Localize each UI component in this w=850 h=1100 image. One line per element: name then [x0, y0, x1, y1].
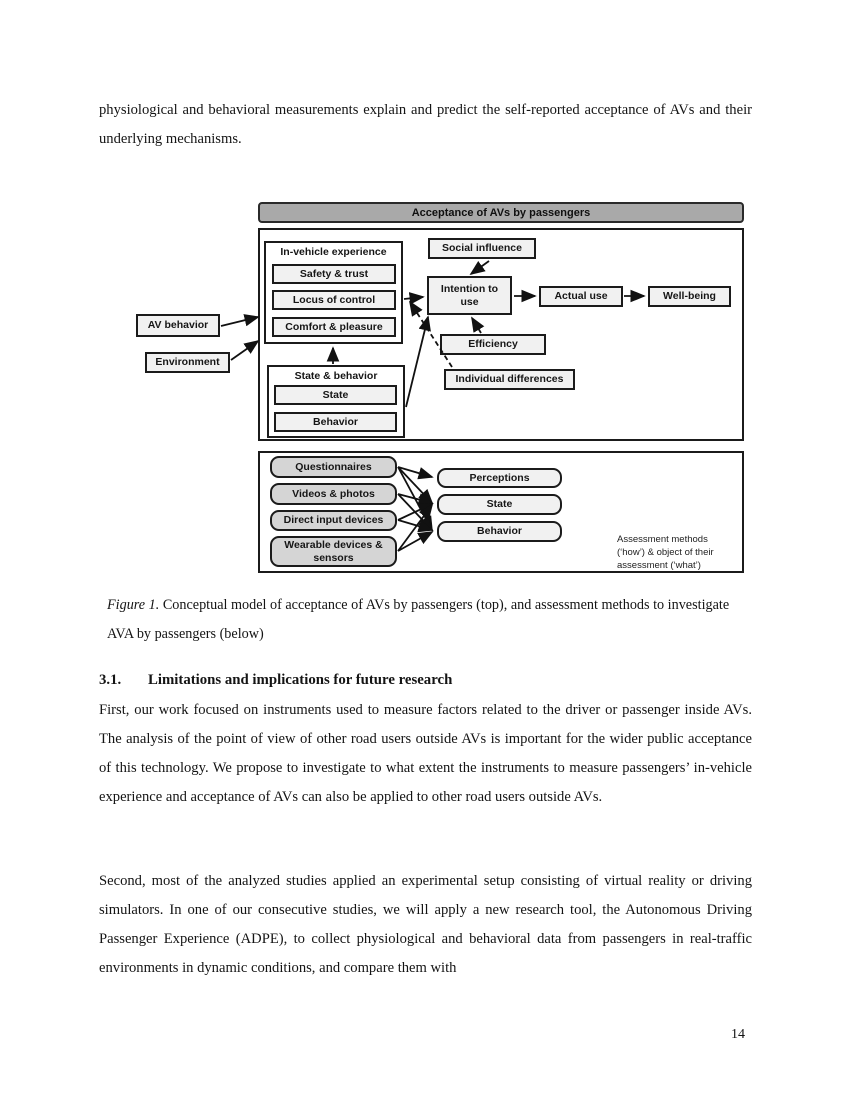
state-behavior-title: State & behavior	[294, 370, 378, 382]
section-number: 3.1.	[99, 672, 122, 688]
figure-header-label: Acceptance of AVs by passengers	[411, 206, 591, 219]
box-comfort-pleasure: Comfort & pleasure	[272, 317, 396, 337]
assessment-note-line3: assessment (‘what’)	[617, 560, 701, 571]
page-number: 14	[731, 1027, 745, 1042]
box-wearable-devices-sensors: Wearable devices & sensors	[270, 536, 397, 567]
in-vehicle-experience-title: In-vehicle experience	[280, 246, 387, 258]
box-perceptions: Perceptions	[437, 468, 562, 488]
box-social-influence: Social influence	[428, 238, 536, 259]
box-state-top: State	[274, 385, 397, 405]
box-direct-input-devices: Direct input devices	[270, 510, 397, 531]
box-questionnaires: Questionnaires	[270, 456, 397, 478]
box-av-behavior: AV behavior	[136, 314, 220, 337]
assessment-note-line2: (‘how’) & object of their	[617, 547, 714, 558]
figure-1	[0, 195, 850, 590]
figure-caption	[107, 591, 755, 649]
box-environment: Environment	[145, 352, 230, 373]
section-heading	[99, 666, 452, 695]
box-safety-trust: Safety & trust	[272, 264, 396, 284]
box-behavior-bottom: Behavior	[437, 521, 562, 542]
figure-caption-text: Conceptual model of acceptance of AVs by passengers (top), and assessment methods to investigate AVA by passengers (below)	[107, 597, 730, 642]
box-efficiency: Efficiency	[440, 334, 546, 355]
assessment-note	[617, 533, 737, 572]
box-videos-photos: Videos & photos	[270, 483, 397, 505]
box-actual-use: Actual use	[539, 286, 623, 307]
figure-header-bar	[258, 202, 744, 223]
section-title: Limitations and implications for future research	[148, 672, 453, 688]
box-well-being: Well-being	[648, 286, 731, 307]
paragraph-1: First, our work focused on instruments used to measure factors related to the driver or passenger inside AVs. The analysis of the point of view of other road users outside AVs is important for the wider public acceptance of this technology. We propose to investigate to what extent the instruments to measure passengers’ in-vehicle experience and acceptance of AVs can also be applied to other road users outside AVs.	[99, 702, 752, 805]
intro-paragraph: physiological and behavioral measurements explain and predict the self-reported acceptance of AVs and their underlying mechanisms.	[99, 102, 752, 147]
box-intention-to-use: Intention to use	[427, 276, 512, 315]
box-locus-of-control: Locus of control	[272, 290, 396, 310]
paragraph-2: Second, most of the analyzed studies applied an experimental setup consisting of virtual reality or driving simulators. In one of our consecutive studies, we will apply a new research tool, the Autonomous Driving Passenger Experience (ADPE), to collect physiological and behavioral data from passengers in real-traffic environments in dynamic conditions, and compare them with	[99, 873, 752, 976]
box-state-bottom: State	[437, 494, 562, 515]
box-behavior-top: Behavior	[274, 412, 397, 432]
figure-caption-label: Figure 1.	[107, 597, 160, 613]
assessment-note-line1: Assessment methods	[617, 534, 708, 545]
box-individual-differences: Individual differences	[444, 369, 575, 390]
